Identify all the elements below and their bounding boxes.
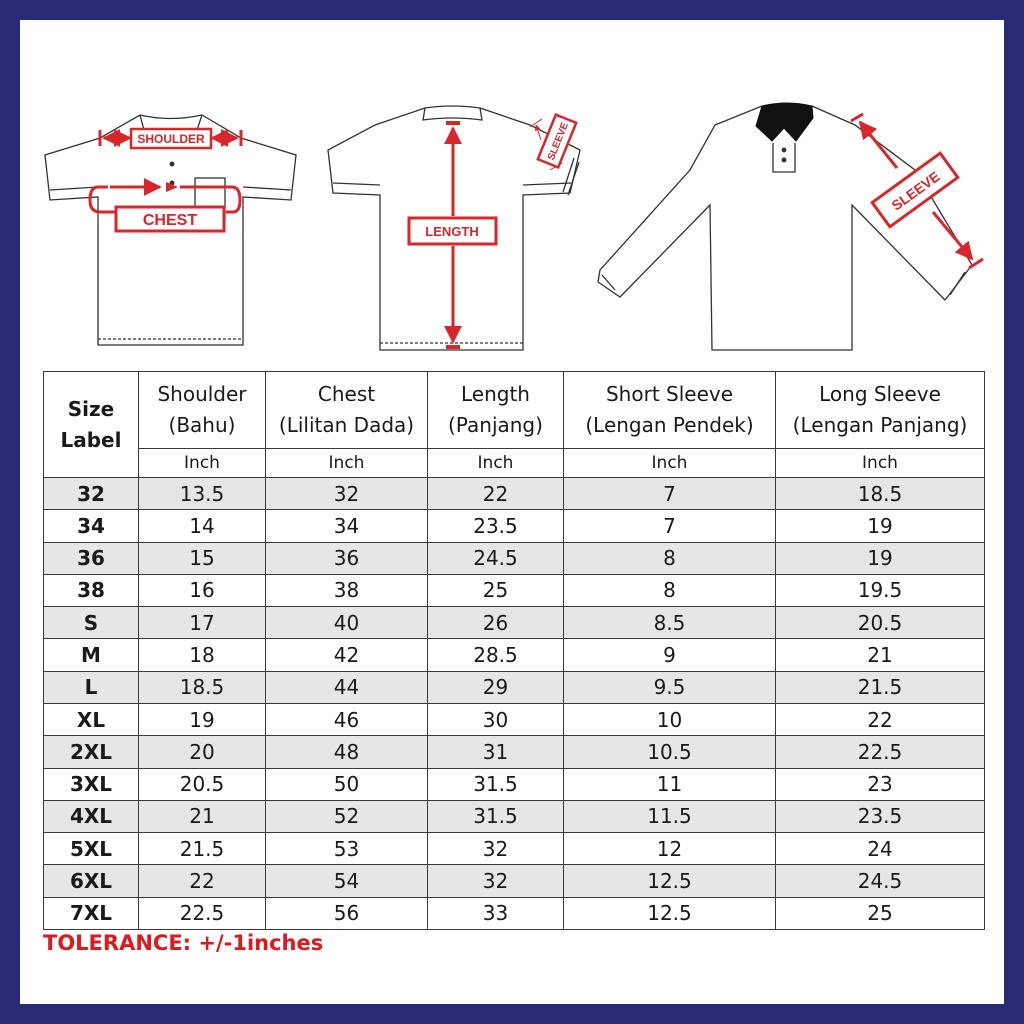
collar-icon [756, 103, 813, 141]
short-sleeve-cell: 8.5 [564, 607, 776, 639]
short-sleeve-cell: 9.5 [564, 671, 776, 703]
chest-cell: 56 [266, 897, 428, 929]
unit-cell: Inch [266, 449, 428, 478]
length-cell: 29 [428, 671, 564, 703]
length-cell: 25 [428, 574, 564, 606]
chest-cell: 53 [266, 833, 428, 865]
shoulder-cell: 20.5 [139, 768, 266, 800]
tolerance-note: TOLERANCE: +/-1inches [43, 931, 324, 955]
short-sleeve-label: SLEEVE [545, 121, 571, 162]
length-cell: 28.5 [428, 639, 564, 671]
size-cell: 36 [44, 542, 139, 574]
long-sleeve-cell: 20.5 [776, 607, 985, 639]
length-cell: 31 [428, 736, 564, 768]
shoulder-cell: 22.5 [139, 897, 266, 929]
chest-cell: 46 [266, 703, 428, 735]
size-cell: 3XL [44, 768, 139, 800]
shoulder-cell: 19 [139, 703, 266, 735]
long-sleeve-marker [851, 114, 983, 268]
length-cell: 31.5 [428, 800, 564, 832]
chest-cell: 34 [266, 510, 428, 542]
table-row [44, 865, 985, 897]
length-label: LENGTH [425, 224, 479, 239]
length-cell: 26 [428, 607, 564, 639]
short-sleeve-cell: 9 [564, 639, 776, 671]
shoulder-cell: 22 [139, 865, 266, 897]
table-row [44, 897, 985, 929]
short-sleeve-cell: 12.5 [564, 865, 776, 897]
shoulder-cell: 20 [139, 736, 266, 768]
long-sleeve-cell: 19 [776, 542, 985, 574]
shoulder-cell: 21 [139, 800, 266, 832]
long-sleeve-cell: 19.5 [776, 574, 985, 606]
short-sleeve-cell: 8 [564, 542, 776, 574]
short-sleeve-cell: 12.5 [564, 897, 776, 929]
chest-label: CHEST [142, 212, 198, 229]
length-cell: 22 [428, 478, 564, 510]
long-sleeve-label: SLEEVE [888, 168, 943, 214]
long-sleeve-cell: 21.5 [776, 671, 985, 703]
long-sleeve-cell: 21 [776, 639, 985, 671]
size-cell: 2XL [44, 736, 139, 768]
table-row [44, 542, 985, 574]
shoulder-cell: 17 [139, 607, 266, 639]
length-cell: 31.5 [428, 768, 564, 800]
length-marker [409, 123, 496, 347]
chest-cell: 48 [266, 736, 428, 768]
long-sleeve-cell: 22 [776, 703, 985, 735]
short-sleeve-cell: 12 [564, 833, 776, 865]
short-sleeve-cell: 11.5 [564, 800, 776, 832]
length-cell: 33 [428, 897, 564, 929]
size-cell: 4XL [44, 800, 139, 832]
measurement-diagrams [0, 0, 1024, 370]
size-label-header: Size Label [44, 372, 139, 478]
chest-cell: 36 [266, 542, 428, 574]
short-sleeve-cell: 11 [564, 768, 776, 800]
table-row [44, 703, 985, 735]
short-sleeve-cell: 10.5 [564, 736, 776, 768]
chest-cell: 42 [266, 639, 428, 671]
measurement-guide [0, 0, 1024, 370]
chest-cell: 40 [266, 607, 428, 639]
length-cell: 24.5 [428, 542, 564, 574]
table-row [44, 800, 985, 832]
size-cell: 32 [44, 478, 139, 510]
size-cell: S [44, 607, 139, 639]
short-sleeve-header: Short Sleeve (Lengan Pendek) [564, 372, 776, 449]
size-cell: 5XL [44, 833, 139, 865]
table-row [44, 574, 985, 606]
table-row [44, 768, 985, 800]
size-cell: M [44, 639, 139, 671]
chest-header: Chest (Lilitan Dada) [266, 372, 428, 449]
length-cell: 30 [428, 703, 564, 735]
shoulder-label: SHOULDER [137, 132, 205, 146]
size-cell: 7XL [44, 897, 139, 929]
short-sleeve-cell: 7 [564, 478, 776, 510]
chest-cell: 52 [266, 800, 428, 832]
long-sleeve-cell: 18.5 [776, 478, 985, 510]
size-cell: 6XL [44, 865, 139, 897]
chest-cell: 50 [266, 768, 428, 800]
table-row [44, 639, 985, 671]
chest-cell: 38 [266, 574, 428, 606]
table-row [44, 833, 985, 865]
table-row [44, 478, 985, 510]
chest-cell: 44 [266, 671, 428, 703]
long-sleeve-cell: 23 [776, 768, 985, 800]
unit-row [44, 449, 985, 478]
size-cell: 34 [44, 510, 139, 542]
length-cell: 32 [428, 833, 564, 865]
size-cell: 38 [44, 574, 139, 606]
length-header: Length (Panjang) [428, 372, 564, 449]
short-sleeve-cell: 8 [564, 574, 776, 606]
long-sleeve-cell: 25 [776, 897, 985, 929]
shoulder-cell: 15 [139, 542, 266, 574]
shoulder-cell: 13.5 [139, 478, 266, 510]
long-sleeve-cell: 22.5 [776, 736, 985, 768]
long-sleeve-cell: 24 [776, 833, 985, 865]
length-cell: 32 [428, 865, 564, 897]
table-row [44, 607, 985, 639]
short-sleeve-cell: 10 [564, 703, 776, 735]
short-sleeve-marker [530, 115, 576, 170]
shoulder-cell: 18.5 [139, 671, 266, 703]
size-cell: L [44, 671, 139, 703]
chest-cell: 32 [266, 478, 428, 510]
unit-cell: Inch [776, 449, 985, 478]
shoulder-cell: 18 [139, 639, 266, 671]
size-cell: XL [44, 703, 139, 735]
chest-cell: 54 [266, 865, 428, 897]
shoulder-header: Shoulder (Bahu) [139, 372, 266, 449]
chest-marker [90, 182, 240, 231]
long-sleeve-header: Long Sleeve (Lengan Panjang) [776, 372, 985, 449]
unit-cell: Inch [139, 449, 266, 478]
long-sleeve-polo-shirt [598, 106, 972, 350]
table-row [44, 671, 985, 703]
short-sleeve-cell: 7 [564, 510, 776, 542]
long-sleeve-cell: 19 [776, 510, 985, 542]
shoulder-cell: 14 [139, 510, 266, 542]
shoulder-cell: 21.5 [139, 833, 266, 865]
unit-cell: Inch [428, 449, 564, 478]
long-sleeve-cell: 24.5 [776, 865, 985, 897]
shoulder-cell: 16 [139, 574, 266, 606]
table-row [44, 510, 985, 542]
long-sleeve-cell: 23.5 [776, 800, 985, 832]
length-cell: 23.5 [428, 510, 564, 542]
table-header-row [44, 372, 985, 449]
table-row [44, 736, 985, 768]
shoulder-marker [100, 129, 241, 148]
size-chart-table [43, 371, 985, 930]
unit-cell: Inch [564, 449, 776, 478]
